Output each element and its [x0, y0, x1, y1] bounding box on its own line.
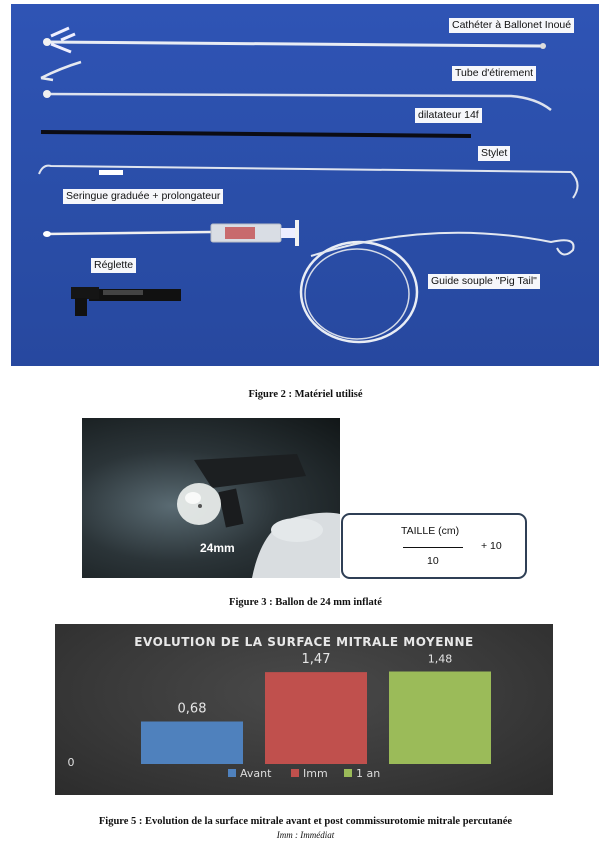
data-label-imm: 1,47 — [301, 652, 331, 668]
y-axis-tick-label: 0 — [67, 756, 75, 769]
ruler-drawing — [71, 287, 181, 316]
label-dilatateur: dilatateur 14f — [415, 108, 482, 123]
data-label-1-an: 1,48 — [427, 652, 453, 666]
legend-label-avant: Avant — [240, 767, 272, 780]
bar-imm — [265, 672, 367, 764]
figure-3-caption: Figure 3 : Ballon de 24 mm inflaté — [229, 597, 382, 608]
chart-title: EVOLUTION DE LA SURFACE MITRALE MOYENNE — [134, 635, 474, 649]
figure-5-chart — [55, 624, 553, 795]
figure-2-photo — [11, 4, 599, 366]
bar-chart — [55, 624, 553, 795]
balloon-size-label: 24mm — [200, 541, 235, 555]
label-stylet: Stylet — [478, 146, 510, 161]
bar-1-an — [389, 672, 491, 765]
legend-swatch-1-an — [344, 769, 352, 777]
equipment-illustration — [11, 4, 599, 366]
label-reglette: Réglette — [91, 258, 136, 273]
label-catheter: Cathéter à Ballonet Inoué — [449, 18, 574, 33]
label-tube: Tube d'étirement — [452, 66, 536, 81]
legend-swatch-avant — [228, 769, 236, 777]
legend-label-1-an: 1 an — [356, 767, 381, 780]
formula-box — [341, 513, 527, 579]
figure-5-note: Imm : Immédiat — [276, 830, 335, 840]
label-seringue: Seringue graduée + prolongateur — [63, 189, 223, 204]
figure-2-caption: Figure 2 : Matériel utilisé — [248, 389, 363, 400]
label-guide: Guide souple "Pig Tail" — [428, 274, 540, 289]
data-label-avant: 0,68 — [177, 701, 207, 717]
figure-5-caption: Figure 5 : Evolution de la surface mitrale avant et post commissurotomie mitrale percutanée — [98, 816, 513, 827]
formula-addend: + 10 — [481, 540, 502, 552]
legend-label-imm: Imm — [303, 767, 328, 780]
legend-swatch-imm — [291, 769, 299, 777]
bar-avant — [141, 722, 243, 765]
figure-3-photo — [82, 418, 340, 578]
fraction-bar — [403, 547, 463, 548]
formula-numerator: TAILLE (cm) — [401, 525, 460, 537]
syringe-drawing — [43, 220, 299, 246]
formula-denominator: 10 — [427, 555, 439, 567]
